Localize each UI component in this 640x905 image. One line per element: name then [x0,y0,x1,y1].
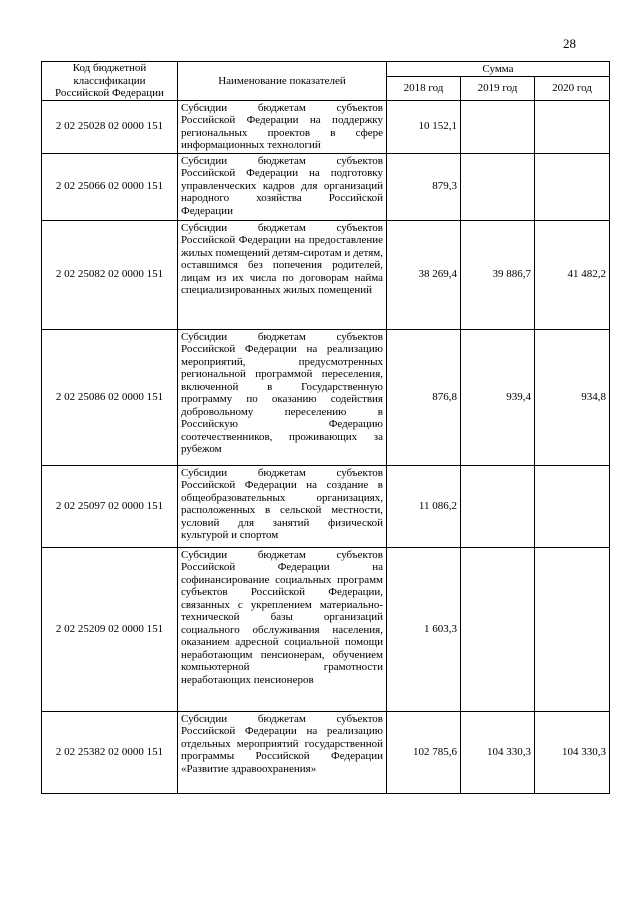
table-row [42,220,610,329]
row-name: Субсидии бюджетам субъектов Российской Федерации на создание в общеобразовательных организациях, расположенных в сельской местности, условий для занятий физической культурой и спортом [178,465,387,547]
row-value-2019: 939,4 [461,329,535,465]
row-value-2020: 934,8 [535,329,610,465]
row-code: 2 02 25066 02 0000 151 [42,153,178,220]
row-value-2019 [461,547,535,711]
row-name: Субсидии бюджетам субъектов Российской Федерации на подготовку управленческих кадров для организаций народного хозяйства Российской Федерации [178,153,387,220]
row-code: 2 02 25028 02 0000 151 [42,100,178,153]
row-value-2020 [535,465,610,547]
budget-table [41,61,610,794]
row-code: 2 02 25086 02 0000 151 [42,329,178,465]
row-name: Субсидии бюджетам субъектов Российской Федерации на реализацию отдельных мероприятий государственной программы Российской Федерации «Развитие здравоохранения» [178,711,387,793]
table-row [42,711,610,793]
header-year-2019: 2019 год [461,77,535,100]
header-name: Наименование показателей [178,62,387,101]
row-value-2018: 1 603,3 [387,547,461,711]
row-name: Субсидии бюджетам субъектов Российской Федерации на софинансирование социальных программ субъектов Российской Федерации, связанных с укреплением материально-технической базы организаций социального обслуживания населения, оказанием адресной социальной помощи неработающим пенсионерам, обучением компьютерной грамотности неработающих пенсионеров [178,547,387,711]
header-year-2020: 2020 год [535,77,610,100]
row-value-2020: 104 330,3 [535,711,610,793]
row-value-2020 [535,100,610,153]
page-number: 28 [563,36,576,51]
table-row [42,329,610,465]
table-row [42,465,610,547]
row-value-2018: 876,8 [387,329,461,465]
row-value-2020 [535,547,610,711]
row-value-2018: 10 152,1 [387,100,461,153]
row-code: 2 02 25209 02 0000 151 [42,547,178,711]
row-value-2020: 41 482,2 [535,220,610,329]
row-value-2019: 104 330,3 [461,711,535,793]
row-value-2019 [461,465,535,547]
row-code: 2 02 25082 02 0000 151 [42,220,178,329]
row-value-2018: 38 269,4 [387,220,461,329]
row-value-2018: 11 086,2 [387,465,461,547]
row-value-2018: 102 785,6 [387,711,461,793]
row-name: Субсидии бюджетам субъектов Российской Федерации на реализацию мероприятий, предусмотренных региональной программой переселения, включенной в Государственную программу по оказанию содействия добровольному переселению в Российскую Федерацию соотечественников, проживающих за рубежом [178,329,387,465]
row-value-2019: 39 886,7 [461,220,535,329]
row-name: Субсидии бюджетам субъектов Российской Федерации на предоставление жилых помещений детям-сиротам и детям, оставшимся без попечения родителей, лицам из их числа по договорам найма специализированных жилых помещений [178,220,387,329]
table-row [42,547,610,711]
header-sum: Сумма [387,62,610,77]
row-value-2018: 879,3 [387,153,461,220]
header-code: Код бюджетной классификации Российской Федерации [42,62,178,101]
row-value-2020 [535,153,610,220]
row-code: 2 02 25382 02 0000 151 [42,711,178,793]
header-year-2018: 2018 год [387,77,461,100]
row-name: Субсидии бюджетам субъектов Российской Федерации на поддержку региональных проектов в сфере информационных технологий [178,100,387,153]
row-value-2019 [461,100,535,153]
table-row [42,100,610,153]
table-row [42,153,610,220]
row-code: 2 02 25097 02 0000 151 [42,465,178,547]
row-value-2019 [461,153,535,220]
